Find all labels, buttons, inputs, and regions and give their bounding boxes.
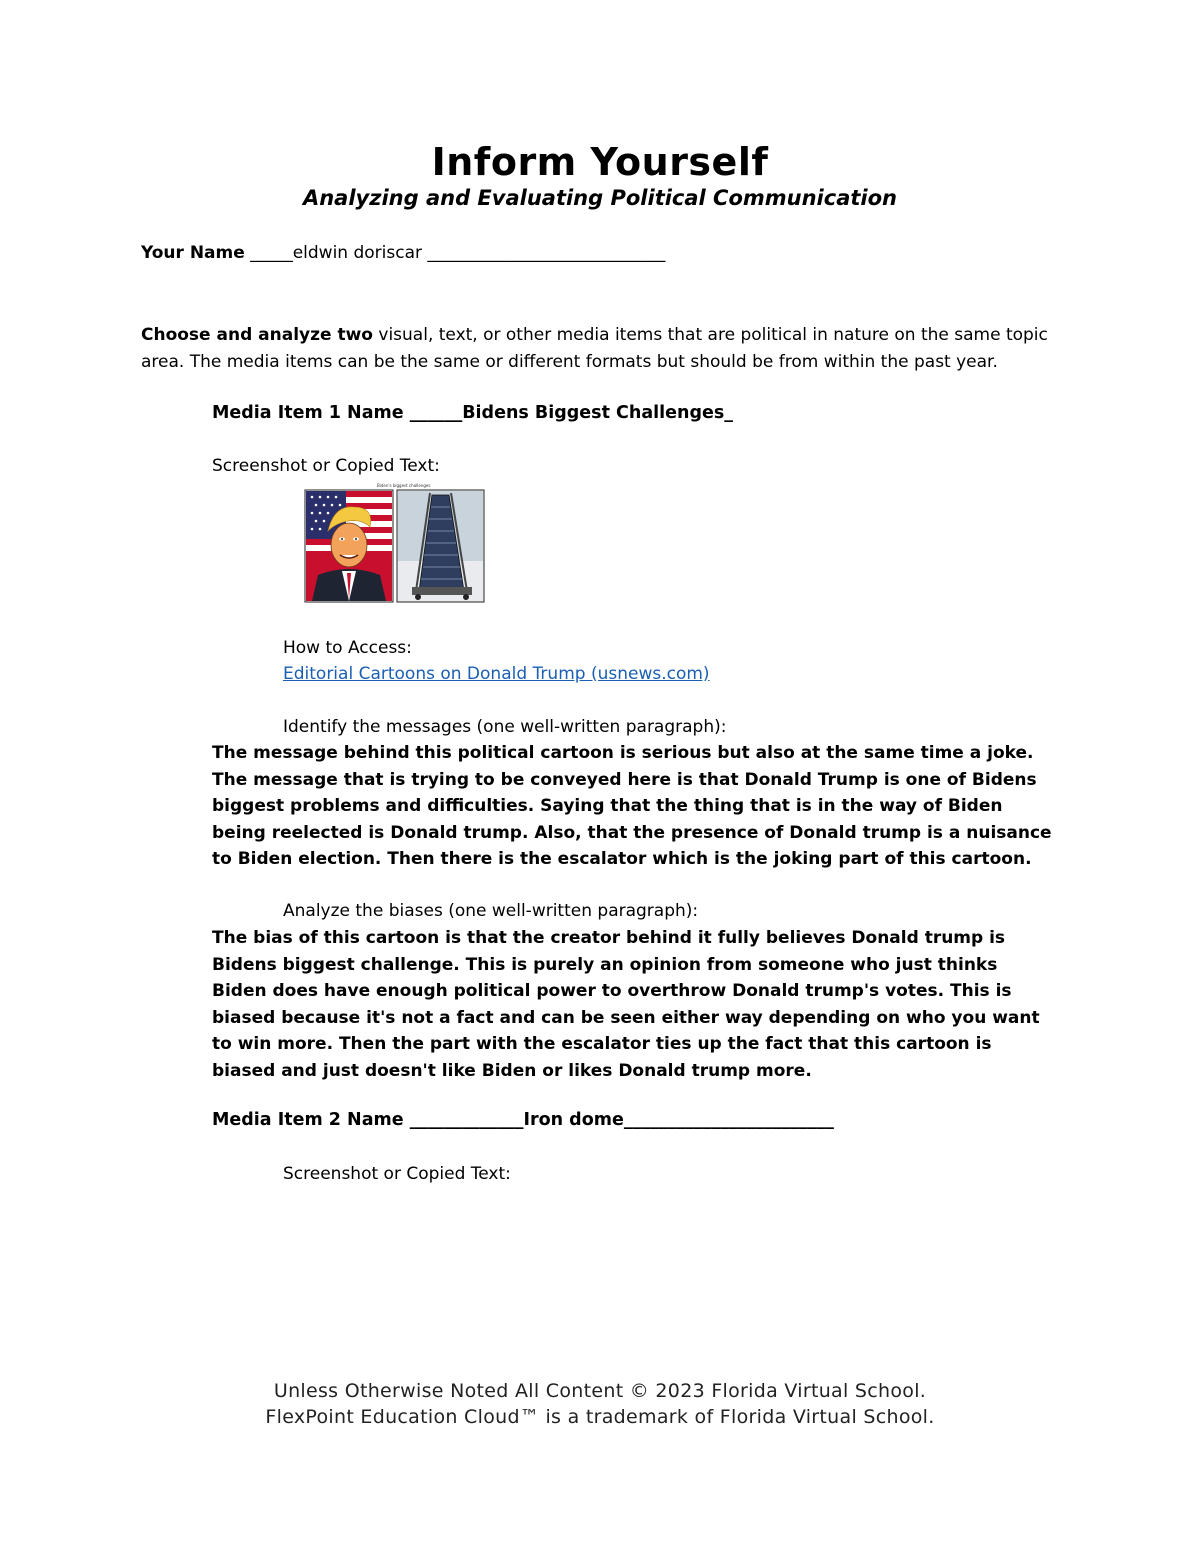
footer-trademark: FlexPoint Education Cloud™ is a trademark of Florida Virtual School. [265,1406,935,1428]
media-item-2-name-label: Media Item 2 Name [212,1110,404,1130]
instructions-text: visual, text, or other media items that are political in nature on the same topic area. The media items can be the same or different formats but should be from within the past year. [141,325,1048,372]
cartoon-right-panel [397,490,484,602]
usnews-cartoons-link[interactable]: Editorial Cartoons on Donald Trump (usnews.com) [283,664,710,684]
footer-copyright: Unless Otherwise Noted All Content © 2023 Florida Virtual School. [273,1380,927,1402]
biases-paragraph: The bias of this cartoon is that the creator behind it fully believes Donald trump is Bidens biggest challenge. This is purely an opinion from someone who just thinks Biden does have enough political power to overthrow Donald trump's votes. This is biased because it's not a fact and can be seen either way depending on who you want to win more. Then the part with the escalator ties up the fact that this cartoon is biased and just doesn't like Biden or likes Donald trump more. [212,928,1040,1081]
messages-label: Identify the messages (one well-written paragraph): [283,717,727,737]
instructions-lead: Choose and analyze two [141,325,373,345]
page-footer [0,1378,1200,1430]
cartoon-caption: Biden's biggest challenges [377,483,431,488]
media-item-1-name-label: Media Item 1 Name [212,403,404,423]
media-item-2-screenshot-label: Screenshot or Copied Text: [283,1164,511,1184]
media-item-1-screenshot-label: Screenshot or Copied Text: [212,456,440,476]
political-cartoon-image [304,483,486,603]
student-name-value: _____eldwin doriscar ____________________________ [250,243,666,263]
messages-paragraph: The message behind this political cartoon is serious but also at the same time a joke. The message that is trying to be conveyed here is that Donald Trump is one of Bidens biggest problems and difficulties. Saying that the thing that is in the way of Biden being reelected is Donald trump. Also, that the presence of Donald trump is a nuisance to Biden election. Then there is the escalator which is the joking part of this cartoon. [212,743,1052,869]
page-subtitle: Analyzing and Evaluating Political Communication [302,186,897,210]
cartoon-left-panel [305,490,393,602]
biases-label: Analyze the biases (one well-written paragraph): [283,901,699,921]
media-item-2-name-row [212,1110,834,1130]
instructions [141,322,1061,376]
media-item-1-name-row [212,403,733,423]
access-label: How to Access: [283,638,412,658]
media-item-1-name-value: ______Bidens Biggest Challenges_ [409,403,734,423]
student-name-row [141,243,665,263]
student-name-label: Your Name [141,243,245,263]
page-title: Inform Yourself [431,140,769,184]
media-item-2-name-value: _____________Iron dome________________________ [409,1110,834,1130]
